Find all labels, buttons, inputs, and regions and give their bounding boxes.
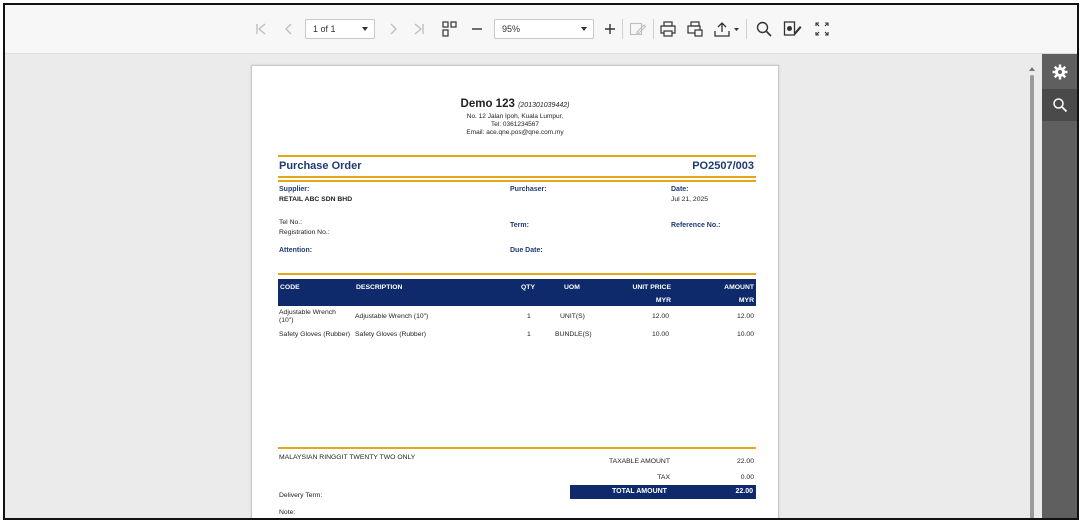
company-email: Email: ace.qne.pos@qne.com.my [466, 129, 564, 136]
company-registration: (201301039442) [518, 102, 570, 109]
divider-line [278, 273, 756, 275]
row-code: Adjustable Wrench [279, 309, 336, 316]
row-uom: BUNDLE(S) [555, 331, 592, 338]
last-page-icon[interactable] [409, 17, 429, 41]
divider-line [278, 155, 756, 157]
taxable-amount-label: TAXABLE AMOUNT [608, 458, 670, 465]
row-unit-price: 12.00 [651, 313, 669, 320]
row-amount: 12.00 [736, 313, 754, 320]
document-page [251, 65, 779, 520]
row-code: Safety Gloves (Rubber) [279, 331, 351, 338]
attention-label: Attention: [279, 247, 313, 254]
total-amount-label: TOTAL AMOUNT [612, 488, 667, 495]
company-tel: Tel: 0361234567 [490, 121, 540, 128]
row-description: Adjustable Wrench (10") [355, 313, 429, 320]
company-header [252, 98, 778, 110]
fullscreen-icon[interactable] [811, 17, 833, 41]
row-qty: 1 [527, 331, 531, 338]
scroll-up-arrow[interactable] [1029, 67, 1035, 71]
divider-line [278, 447, 756, 449]
unit-price-currency: MYR [655, 297, 671, 304]
zoom-value: 95% [502, 24, 521, 34]
supplier-value: RETAIL ABC SDN BHD [279, 196, 353, 203]
due-date-label: Due Date: [510, 247, 543, 254]
row-code-continued: (10") [279, 317, 294, 324]
row-qty: 1 [527, 313, 531, 320]
tax-label: TAX [657, 474, 670, 481]
viewer-toolbar [5, 5, 1077, 54]
report-viewer-window [3, 3, 1079, 520]
search-icon[interactable] [1042, 89, 1077, 121]
tax-value: 0.00 [740, 474, 754, 481]
print-icon[interactable] [657, 17, 679, 41]
row-uom: UNIT(S) [560, 313, 585, 320]
zoom-out-icon[interactable] [467, 17, 487, 41]
zoom-select[interactable] [494, 19, 594, 39]
registration-label: Registration No.: [279, 229, 330, 236]
taxable-amount-value: 22.00 [736, 458, 754, 465]
column-header-unit-price: UNIT PRICE [632, 284, 671, 291]
note-label: Note: [279, 509, 296, 516]
first-page-icon[interactable] [251, 17, 271, 41]
toolbar-divider [746, 19, 747, 39]
total-amount-bar [570, 485, 756, 499]
divider-line [278, 176, 756, 178]
thumbnails-icon[interactable] [438, 17, 462, 41]
export-icon[interactable] [711, 17, 743, 41]
gear-icon[interactable] [1042, 56, 1077, 88]
next-page-icon[interactable] [383, 17, 403, 41]
company-name: Demo 123 [460, 98, 515, 110]
page-number-select[interactable] [305, 19, 375, 39]
column-header-description: DESCRIPTION [356, 284, 403, 291]
highlight-icon[interactable] [781, 17, 805, 41]
delivery-term-label: Delivery Term: [279, 492, 323, 499]
items-table-header [278, 279, 756, 306]
company-address: No. 12 Jalan Ipoh, Kuala Lumpur, [466, 113, 564, 120]
column-header-code: CODE [280, 284, 300, 291]
reference-label: Reference No.: [671, 222, 721, 229]
column-header-uom: UOM [564, 284, 580, 291]
side-panel [1042, 54, 1077, 520]
term-label: Term: [510, 222, 529, 229]
row-unit-price: 10.00 [651, 331, 669, 338]
amount-currency: MYR [738, 297, 754, 304]
print-layout-icon[interactable] [684, 17, 706, 41]
toolbar-divider [622, 19, 623, 39]
chevron-down-icon [581, 27, 587, 31]
edit-icon[interactable] [627, 17, 649, 41]
zoom-in-icon[interactable] [600, 17, 620, 41]
purchaser-label: Purchaser: [510, 186, 547, 193]
date-value: Jul 21, 2025 [671, 196, 709, 203]
column-header-qty: QTY [521, 284, 535, 291]
page-number-value: 1 of 1 [313, 24, 336, 34]
scrollbar[interactable] [1030, 75, 1034, 520]
supplier-label: Supplier: [279, 186, 310, 193]
document-number: PO2507/003 [692, 160, 754, 172]
divider-line [278, 180, 756, 182]
total-amount-value: 22.00 [735, 488, 753, 495]
toolbar-divider [653, 19, 654, 39]
document-title: Purchase Order [279, 160, 362, 172]
chevron-down-icon [362, 27, 368, 31]
tel-label: Tel No.: [279, 219, 303, 226]
row-amount: 10.00 [736, 331, 754, 338]
search-icon[interactable] [753, 17, 775, 41]
row-description: Safety Gloves (Rubber) [355, 331, 427, 338]
column-header-amount: AMOUNT [724, 284, 754, 291]
prev-page-icon[interactable] [279, 17, 299, 41]
date-label: Date: [671, 186, 689, 193]
amount-in-words: MALAYSIAN RINGGIT TWENTY TWO ONLY [279, 454, 416, 461]
